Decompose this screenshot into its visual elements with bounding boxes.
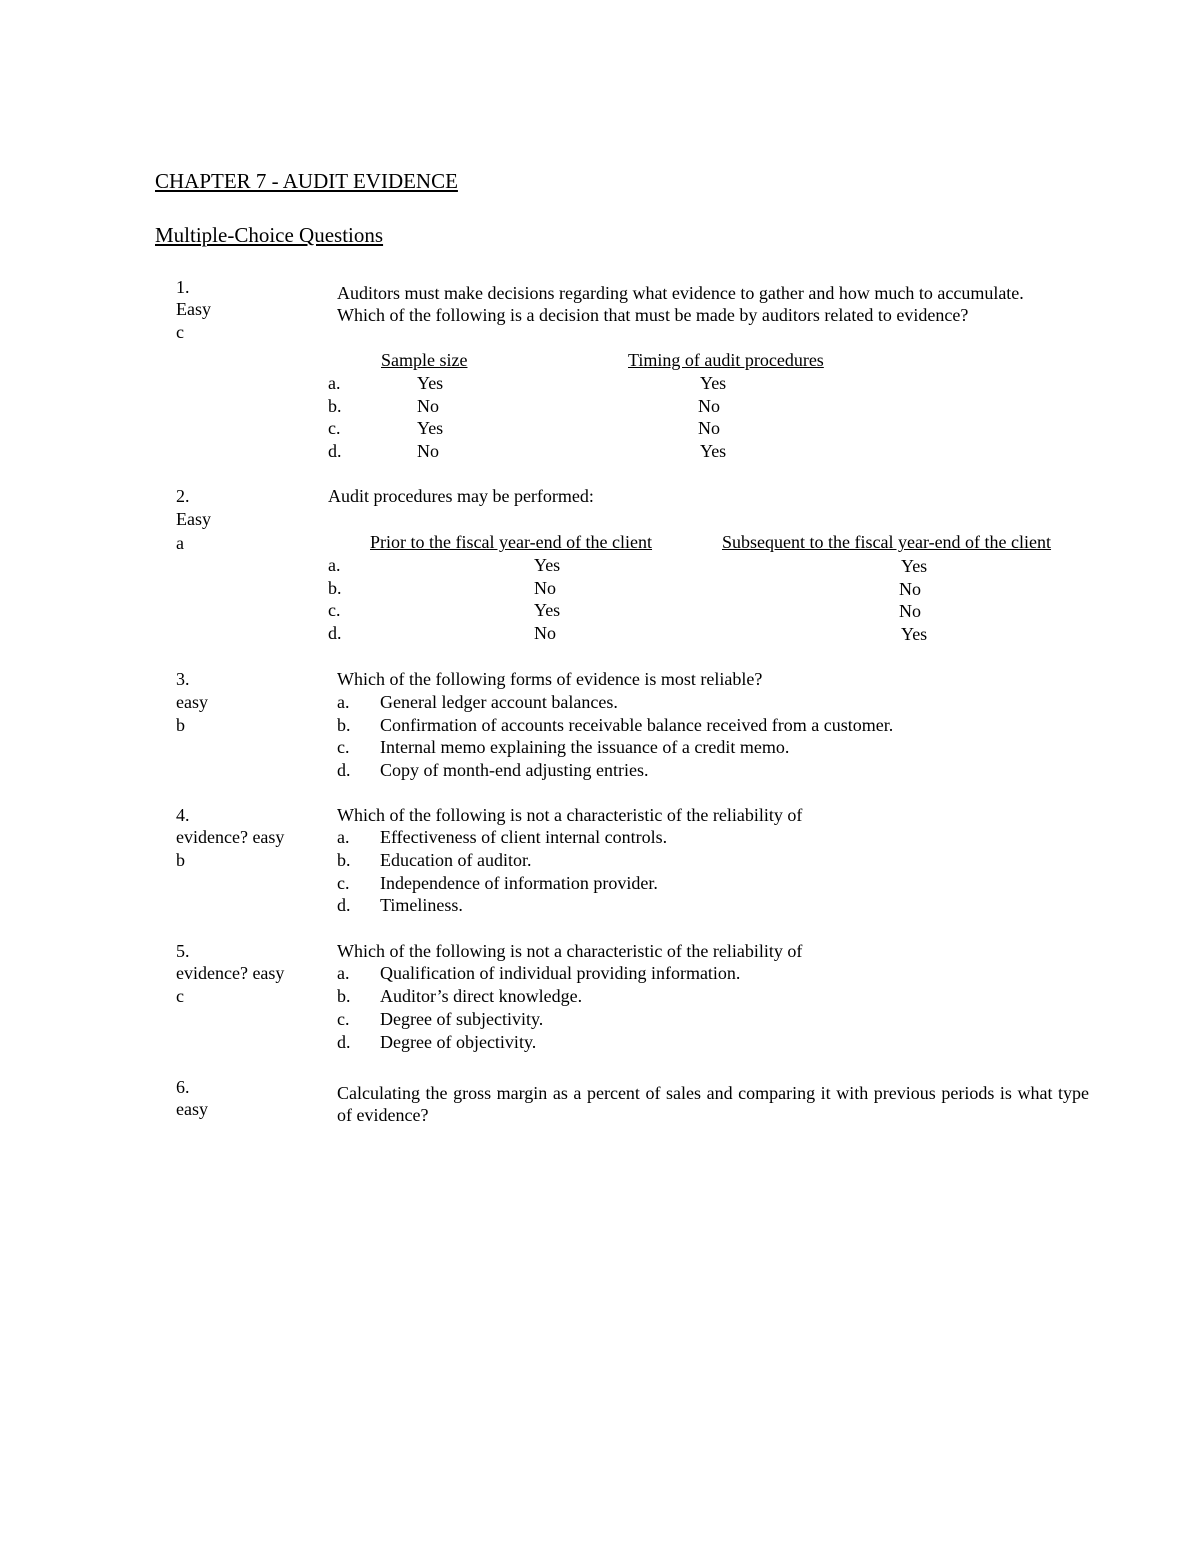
column-header-subsequent: Subsequent to the fiscal year-end of the client [722, 532, 1052, 552]
question-text-line1: Auditors must make decisions regarding what evidence to gather and how much to accumulate. [337, 283, 1024, 303]
question-text: Calculating the gross margin as a percent of sales and comparing it with previous periods is what type of evidence? [337, 1083, 1089, 1125]
option-letter: c. [337, 1009, 350, 1029]
question-difficulty: Easy [176, 509, 211, 529]
chapter-title: CHAPTER 7 - AUDIT EVIDENCE [155, 169, 458, 193]
question-text: Which of the following forms of evidence is most reliable? [337, 669, 763, 689]
option-col1: Yes [534, 600, 561, 620]
option-col2: Yes [901, 624, 928, 644]
option-letter: a. [328, 373, 341, 393]
question-number: 1. [176, 277, 190, 297]
question-text: Which of the following is not a characteristic of the reliability of [337, 805, 803, 825]
section-title: Multiple-Choice Questions [155, 223, 384, 247]
option-letter: c. [328, 600, 341, 620]
option-letter: b. [328, 578, 342, 598]
question-difficulty: easy [176, 692, 208, 712]
question-difficulty: easy [176, 1099, 208, 1119]
option-col1: No [417, 396, 439, 416]
option-col1: Yes [417, 418, 444, 438]
option-text: Copy of month-end adjusting entries. [380, 760, 649, 780]
option-letter: a. [337, 827, 350, 847]
option-letter: c. [328, 418, 341, 438]
option-text: Degree of objectivity. [380, 1032, 537, 1052]
option-col2: No [899, 579, 921, 599]
option-col1: No [534, 623, 556, 643]
question-number: 6. [176, 1077, 190, 1097]
column-header-prior: Prior to the fiscal year-end of the client [370, 532, 653, 552]
option-text: Education of auditor. [380, 850, 532, 870]
option-letter: d. [337, 760, 351, 780]
option-text: Internal memo explaining the issuance of a credit memo. [380, 737, 790, 757]
option-text: Auditor’s direct knowledge. [380, 986, 583, 1006]
option-col1: Yes [534, 555, 561, 575]
option-col1: No [417, 441, 439, 461]
question-number: 4. [176, 805, 190, 825]
option-letter: a. [337, 692, 350, 712]
option-letter: c. [337, 873, 350, 893]
option-col2: Yes [700, 373, 727, 393]
option-col1: Yes [417, 373, 444, 393]
question-difficulty: evidence? easy [176, 827, 285, 847]
option-letter: d. [337, 895, 351, 915]
option-letter: b. [337, 986, 351, 1006]
option-letter: c. [337, 737, 350, 757]
option-letter: a. [328, 555, 341, 575]
option-letter: d. [328, 623, 342, 643]
option-text: Timeliness. [380, 895, 463, 915]
question-number: 5. [176, 941, 190, 961]
question-answer: b [176, 850, 185, 870]
question-text-line2: Which of the following is a decision that must be made by auditors related to evidence? [337, 305, 969, 325]
option-text: Degree of subjectivity. [380, 1009, 544, 1029]
option-col2: No [899, 601, 921, 621]
option-text: Independence of information provider. [380, 873, 658, 893]
question-answer: a [176, 533, 184, 553]
question-difficulty: Easy [176, 299, 211, 319]
question-text: Which of the following is not a characteristic of the reliability of [337, 941, 803, 961]
option-letter: d. [328, 441, 342, 461]
option-col2: Yes [700, 441, 727, 461]
question-number: 2. [176, 486, 190, 506]
option-text: Confirmation of accounts receivable balance received from a customer. [380, 715, 894, 735]
option-text: Qualification of individual providing information. [380, 963, 741, 983]
option-col1: No [534, 578, 556, 598]
question-number: 3. [176, 669, 190, 689]
question-answer: c [176, 322, 184, 342]
column-header-timing: Timing of audit procedures [628, 350, 824, 370]
option-text: Effectiveness of client internal controls. [380, 827, 668, 847]
option-letter: b. [337, 850, 351, 870]
option-letter: a. [337, 963, 350, 983]
option-col2: No [698, 418, 720, 438]
option-letter: b. [328, 396, 342, 416]
option-letter: d. [337, 1032, 351, 1052]
option-text: General ledger account balances. [380, 692, 618, 712]
question-answer: c [176, 986, 184, 1006]
question-difficulty: evidence? easy [176, 963, 285, 983]
option-col2: Yes [901, 556, 928, 576]
column-header-sample-size: Sample size [381, 350, 468, 370]
option-letter: b. [337, 715, 351, 735]
question-answer: b [176, 715, 185, 735]
question-text: Audit procedures may be performed: [328, 486, 594, 506]
option-col2: No [698, 396, 720, 416]
